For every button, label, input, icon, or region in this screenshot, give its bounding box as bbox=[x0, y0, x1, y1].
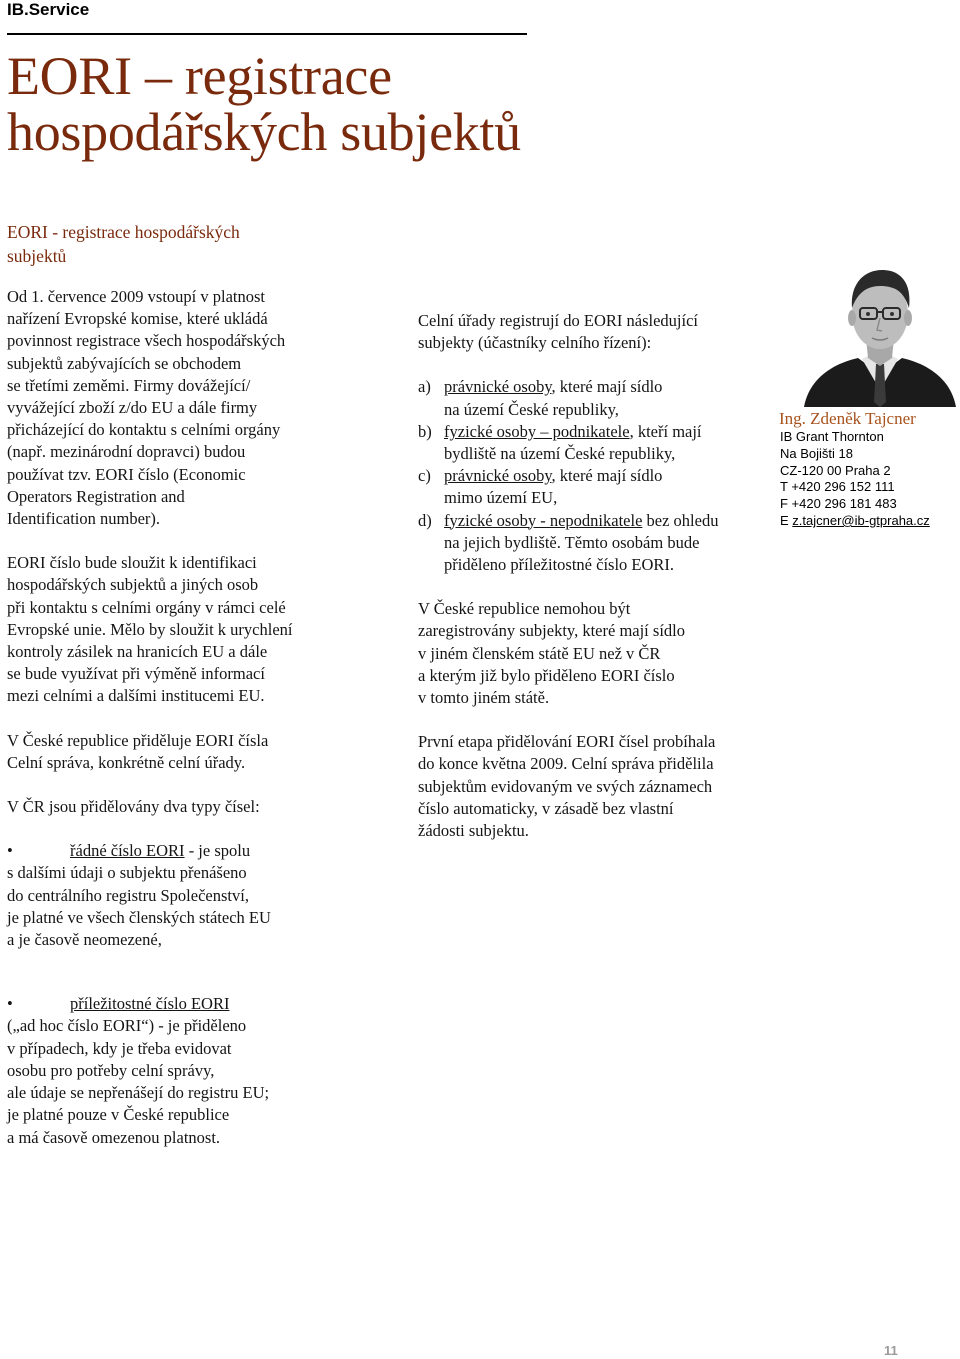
text-line: Celní správa, konkrétně celní úřady. bbox=[7, 752, 246, 772]
first-phase-paragraph bbox=[418, 731, 778, 842]
list-label: a) bbox=[418, 377, 431, 397]
text-line: a má časově omezenou platnost. bbox=[7, 1127, 221, 1147]
bullet-term: příležitostné číslo EORI bbox=[70, 994, 230, 1014]
text-line: na jejich bydliště. Těmto osobám bude bbox=[444, 532, 700, 552]
bullet-icon: • bbox=[7, 994, 13, 1014]
text-line: zaregistrovány subjekty, které mají sídlo bbox=[418, 621, 685, 641]
contact-street: Na Bojišti 18 bbox=[780, 445, 853, 461]
text-line: se bude využívat při výměně informací bbox=[7, 664, 265, 684]
bullet-item-adhoc bbox=[7, 993, 352, 1148]
list-item bbox=[418, 376, 778, 420]
text-line: („ad hoc číslo EORI“) - je přiděleno bbox=[7, 1016, 247, 1036]
list-text: bez ohledu bbox=[642, 510, 719, 530]
text-line: EORI číslo bude sloužit k identifikaci bbox=[7, 553, 257, 573]
text-line: hospodářských subjektů a jiných osob bbox=[7, 575, 259, 595]
contact-company: IB Grant Thornton bbox=[780, 429, 884, 444]
text-line: v případech, kdy je třeba evidovat bbox=[7, 1038, 232, 1058]
subtitle-line: EORI - registrace hospodářských bbox=[7, 222, 240, 242]
bullet-term: řádné číslo EORI bbox=[70, 841, 185, 861]
text-line: je platné pouze v České republice bbox=[7, 1105, 230, 1125]
text-line: vyvážející zboží z/do EU a dále firmy bbox=[7, 398, 258, 418]
header-rule bbox=[7, 33, 527, 35]
article-title bbox=[7, 48, 747, 160]
text-line: povinnost registrace všech hospodářských bbox=[7, 331, 286, 351]
contact-city: CZ-120 00 Praha 2 bbox=[780, 462, 891, 478]
text-line: přiděleno příležitostné číslo EORI. bbox=[444, 555, 675, 575]
bullet-item-regular bbox=[7, 840, 352, 951]
text-line: Od 1. července 2009 vstoupí v platnost bbox=[7, 287, 265, 306]
contact-phone: T +420 296 152 111 bbox=[780, 479, 895, 495]
text-line: na území České republiky, bbox=[444, 399, 619, 419]
list-term: fyzické osoby - nepodnikatele bbox=[444, 510, 643, 530]
text-line: Celní úřady registrují do EORI následující bbox=[418, 311, 698, 330]
purpose-paragraph bbox=[7, 552, 352, 707]
left-column bbox=[7, 286, 352, 1149]
email-prefix: E bbox=[780, 512, 793, 528]
text-line: v tomto jiném státě. bbox=[418, 688, 550, 708]
contact-fax: F +420 296 181 483 bbox=[780, 496, 897, 512]
text-line: v jiném členském státě EU než v ČR bbox=[418, 643, 661, 663]
list-item bbox=[418, 510, 778, 577]
intro-paragraph bbox=[7, 286, 352, 530]
list-label: c) bbox=[418, 466, 431, 486]
text-line: mezi celními a dalšími institucemi EU. bbox=[7, 686, 265, 706]
authority-paragraph bbox=[7, 730, 352, 774]
email-link[interactable]: z.tajcner@ib-gtpraha.cz bbox=[792, 512, 930, 528]
list-term: fyzické osoby – podnikatele bbox=[444, 421, 630, 441]
list-item bbox=[418, 465, 778, 509]
text-line: přicházející do kontaktu s celními orgány bbox=[7, 420, 281, 440]
list-text: , které mají sídlo bbox=[551, 466, 663, 486]
other-states-paragraph bbox=[418, 598, 778, 709]
text-line: Operators Registration and bbox=[7, 486, 185, 506]
right-column bbox=[418, 310, 778, 842]
text-line: při kontaktu s celními orgány v rámci celé bbox=[7, 597, 286, 617]
list-term: právnické osoby bbox=[444, 466, 552, 486]
title-line: hospodářských subjektů bbox=[7, 102, 521, 162]
brand-label: IB.Service bbox=[7, 0, 90, 19]
text-line: kontroly zásilek na hranicích EU a dále bbox=[7, 642, 268, 662]
list-item bbox=[418, 421, 778, 465]
title-line: EORI – registrace bbox=[7, 46, 392, 106]
text-line: do centrálního registru Společenství, bbox=[7, 885, 249, 905]
registrant-list bbox=[418, 376, 778, 576]
list-term: právnické osoby bbox=[444, 377, 552, 397]
text-line: V České republice přiděluje EORI čísla bbox=[7, 730, 269, 750]
list-label: d) bbox=[418, 510, 432, 530]
text-line: bydliště na území České republiky, bbox=[444, 444, 676, 464]
text-line: a kterým již bylo přiděleno EORI číslo bbox=[418, 665, 675, 685]
text-line: (např. mezinárodní dopravci) budou bbox=[7, 442, 246, 462]
text-line: do konce května 2009. Celní správa přidělila bbox=[418, 754, 714, 774]
types-intro: V ČR jsou přidělovány dva typy čísel: bbox=[7, 797, 260, 817]
contact-details bbox=[780, 429, 930, 530]
contact-name: Ing. Zdeněk Tajcner bbox=[779, 409, 916, 428]
text-line: subjekty (účastníky celního řízení): bbox=[418, 333, 652, 353]
text-line: mimo území EU, bbox=[444, 488, 558, 508]
text-line: subjektů zabývajících se obchodem bbox=[7, 353, 242, 373]
text-line: První etapa přidělování EORI čísel probíhala bbox=[418, 732, 716, 752]
list-text: , které mají sídlo bbox=[551, 377, 663, 397]
text-line: V České republice nemohou být bbox=[418, 599, 631, 619]
text-line: a je časově neomezené, bbox=[7, 930, 162, 950]
registrants-intro bbox=[418, 310, 778, 354]
text-line: se třetími zeměmi. Firmy dovážející/ bbox=[7, 375, 251, 395]
text-line: nařízení Evropské komise, které ukládá bbox=[7, 309, 268, 329]
text-line: Evropské unie. Mělo by sloužit k urychlení bbox=[7, 619, 293, 639]
text-line: s dalšími údaji o subjektu přenášeno bbox=[7, 863, 247, 883]
text-line: je platné ve všech členských státech EU bbox=[7, 907, 271, 927]
author-photo bbox=[800, 262, 960, 407]
text-line: ale údaje se nepřenášejí do registru EU; bbox=[7, 1083, 270, 1103]
bullet-text: - je spolu bbox=[184, 841, 251, 861]
article-subtitle bbox=[7, 220, 327, 268]
bullet-icon: • bbox=[7, 841, 13, 861]
text-line: číslo automaticky, v zásadě bez vlastní bbox=[418, 798, 674, 818]
contact-email-row bbox=[780, 513, 930, 530]
text-line: žádosti subjektu. bbox=[418, 821, 529, 841]
list-text: , kteří mají bbox=[629, 421, 702, 441]
subtitle-line: subjektů bbox=[7, 246, 67, 266]
text-line: subjektům evidovaným ve svých záznamech bbox=[418, 776, 713, 796]
text-line: používat tzv. EORI číslo (Economic bbox=[7, 464, 246, 484]
list-label: b) bbox=[418, 421, 432, 441]
text-line: osobu pro potřeby celní správy, bbox=[7, 1060, 215, 1080]
text-line: Identification number). bbox=[7, 509, 161, 529]
page-number: 11 bbox=[884, 1343, 898, 1358]
